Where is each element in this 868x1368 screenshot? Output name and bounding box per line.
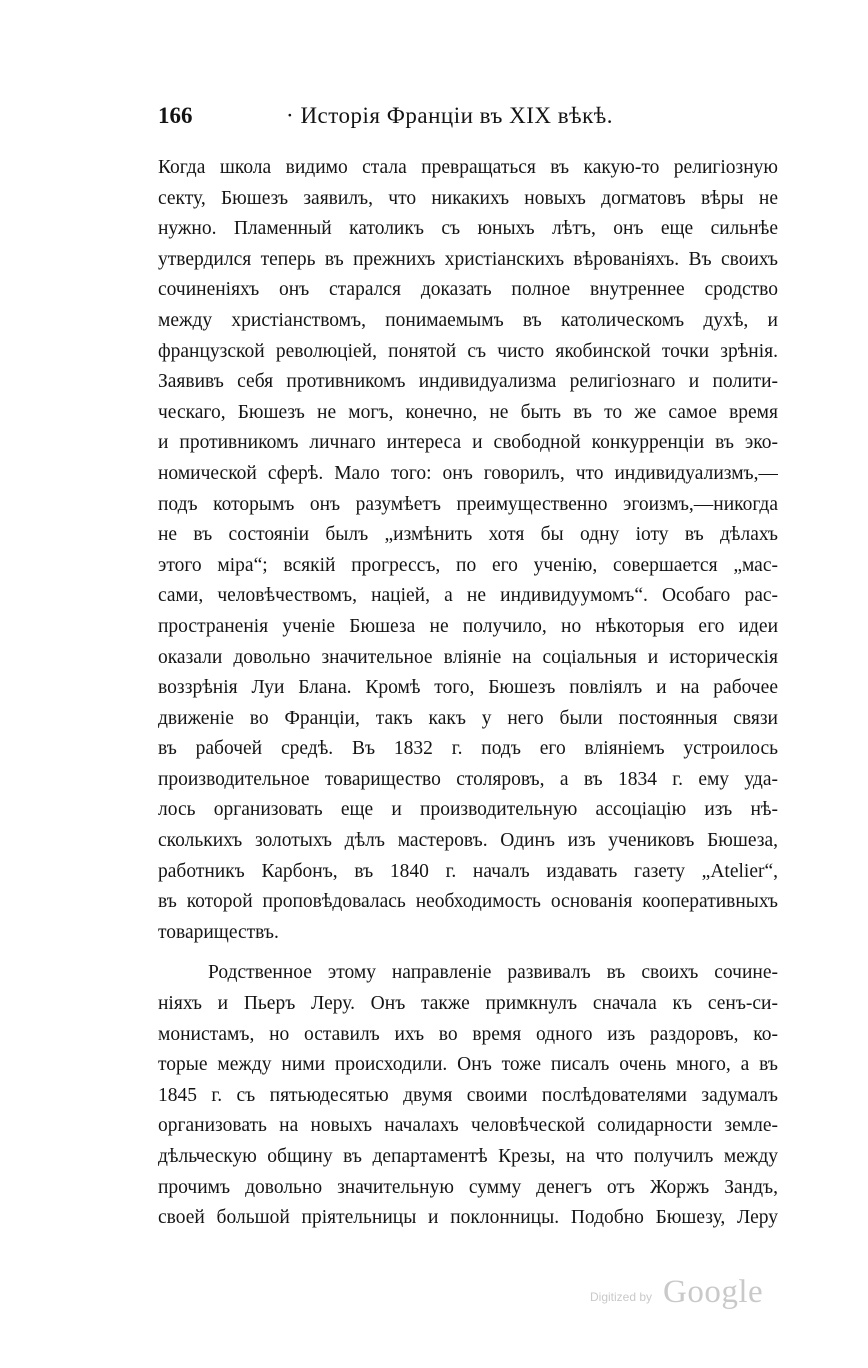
text-line: лось организовать еще и производительную ассоціацію изъ нѣ- [158, 799, 778, 821]
running-title: · Исторія Франціи въ XIX вѣкѣ. [286, 103, 613, 128]
text-line: Родственное этому направленіе развивалъ въ своихъ сочине- [208, 962, 778, 984]
text-line: и противникомъ личнаго интереса и свободной конкурренціи въ эко- [158, 432, 778, 454]
text-line: сколькихъ золотыхъ дѣлъ мастеровъ. Одинъ изъ учениковъ Бюшеза, [158, 830, 778, 852]
text-line: товариществъ. [158, 921, 279, 943]
text-line: не въ состояніи былъ „измѣнить хотя бы одну іоту въ дѣлахъ [158, 524, 778, 546]
text-line: монистамъ, но оставилъ ихъ во время одного изъ раздоровъ, ко- [158, 1023, 778, 1045]
text-line: въ которой проповѣдовалась необходимость основанія кооперативныхъ [158, 891, 778, 913]
text-line: сами, человѣчествомъ, націей, а не индивидуумомъ“. Особаго рас- [158, 585, 778, 607]
text-line: французской революціей, понятой съ чисто якобинской точки зрѣнія. [158, 340, 778, 362]
text-line: секту, Бюшезъ заявилъ, что никакихъ новыхъ догматовъ вѣры не [158, 187, 778, 209]
text-line: номической сферѣ. Мало того: онъ говорилъ, что индивидуализмъ,— [158, 462, 778, 484]
text-line: работникъ Карбонъ, въ 1840 г. началъ издавать газету „Atelier“, [158, 860, 778, 882]
text-line: утвердился теперь въ прежнихъ христіанскихъ вѣрованіяхъ. Въ своихъ [158, 248, 778, 270]
text-line: между христіанствомъ, понимаемымъ въ католическомъ духѣ, и [158, 309, 778, 331]
digitized-by-watermark [590, 1276, 770, 1310]
page-header [158, 101, 613, 131]
page-number: 166 [158, 103, 193, 128]
text-line: организовать на новыхъ началахъ человѣческой солидарности земле- [158, 1115, 778, 1137]
text-line: оказали довольно значительное вліяніе на соціальныя и историческія [158, 646, 778, 668]
text-line: нужно. Пламенный католикъ съ юныхъ лѣтъ, онъ еще сильнѣе [158, 218, 778, 240]
text-line: 1845 г. съ пятьюдесятью двумя своими послѣдователями задумалъ [158, 1084, 778, 1106]
text-line: производительное товарищество столяровъ, а въ 1834 г. ему уда- [158, 768, 778, 790]
google-logo: Google [663, 1274, 764, 1310]
text-line: этого міра“; всякій прогрессъ, по его ученію, совершается „мас- [158, 554, 778, 576]
text-line: пространенія ученіе Бюшеза не получило, но нѣкоторыя его идеи [158, 615, 778, 637]
watermark-prefix: Digitized by [590, 1290, 653, 1304]
text-line: дѣльческую общину въ департаментѣ Крезы, на что получилъ между [158, 1146, 778, 1167]
text-line: ніяхъ и Пьеръ Леру. Онъ также примкнулъ сначала къ сенъ-си- [158, 993, 778, 1015]
body-text [158, 153, 778, 1234]
paragraph-gap [158, 948, 778, 958]
text-line: движеніе во Франціи, такъ какъ у него были постоянныя связи [158, 707, 778, 729]
text-line: Когда школа видимо стала превращаться въ какую-то религіозную [158, 157, 778, 178]
text-line: торые между ними происходили. Онъ тоже писалъ очень много, а въ [158, 1054, 778, 1076]
text-line: воззрѣнія Луи Блана. Кромѣ того, Бюшезъ повліялъ и на рабочее [158, 677, 778, 699]
text-line: прочимъ довольно значительную сумму денегъ отъ Жоржъ Зандъ, [158, 1176, 778, 1198]
text-line: ческаго, Бюшезъ не могъ, конечно, не быть въ то же самое время [158, 401, 778, 423]
text-line: подъ которымъ онъ разумѣетъ преимущественно эгоизмъ,—никогда [158, 493, 778, 515]
text-line: своей большой пріятельницы и поклонницы. Подобно Бюшезу, Леру [158, 1207, 778, 1229]
text-line: въ рабочей средѣ. Въ 1832 г. подъ его вліяніемъ устроилось [158, 738, 778, 760]
text-line: Заявивъ себя противникомъ индивидуализма религіознаго и полити- [158, 371, 778, 393]
text-line: сочиненіяхъ онъ старался доказать полное внутреннее сродство [158, 279, 778, 301]
